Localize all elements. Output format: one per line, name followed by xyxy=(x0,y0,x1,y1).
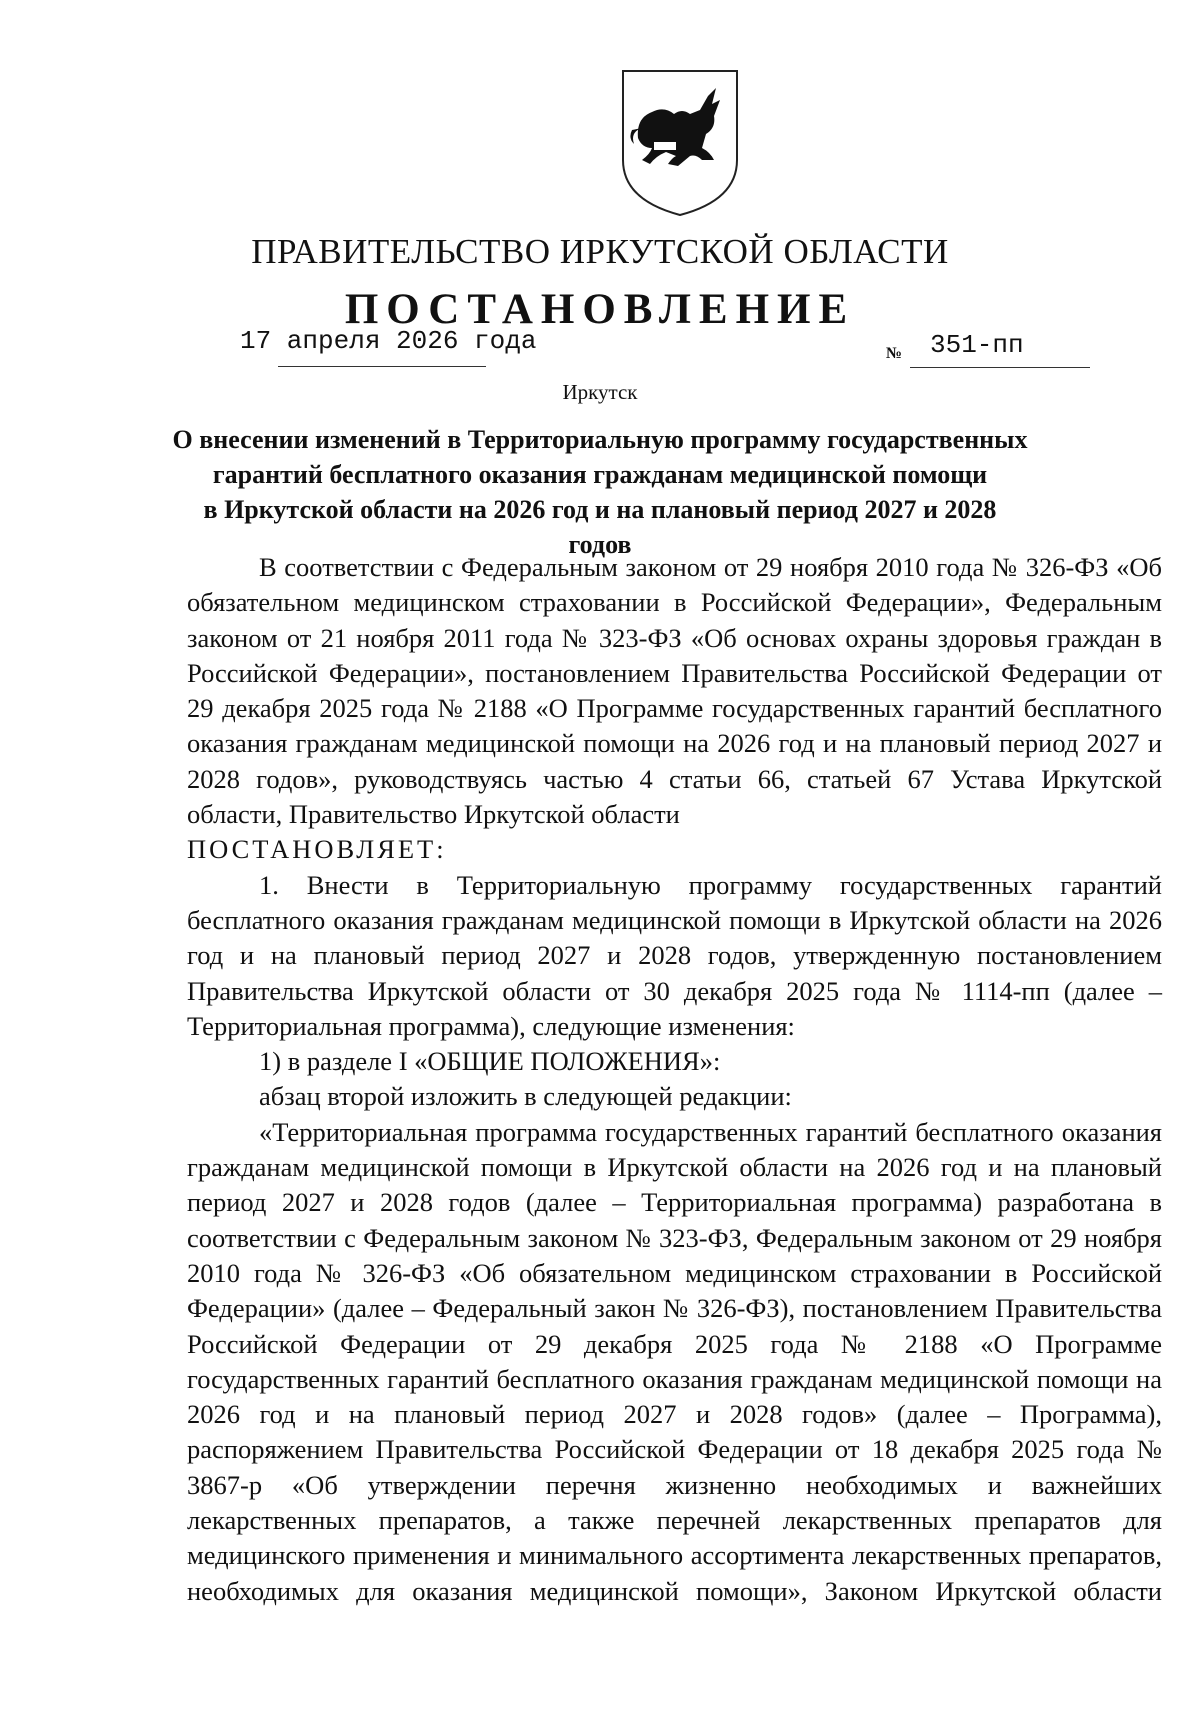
coat-of-arms-icon xyxy=(620,68,740,218)
decides-heading: ПОСТАНОВЛЯЕТ: xyxy=(187,834,447,865)
title-line: в Иркутской области на 2026 год и на плановый период 2027 и 2028 годов xyxy=(203,495,997,559)
item-1-paragraph: 1. Внести в Территориальную программу государственных гарантий бесплатного оказания гражданам медицинской помощи в Иркутской области на 2026 год и на плановый период 2027 и 2028 годов, утвержденную постановлением Правительства Иркутской области от 30 декабря 2025 года № 1114-пп (далее – Территориальная программа), следующие изменения: xyxy=(187,869,1162,1041)
document-type: ПОСТАНОВЛЕНИЕ xyxy=(344,286,856,333)
government-name: ПРАВИТЕЛЬСТВО ИРКУТСКОЙ ОБЛАСТИ xyxy=(251,232,949,271)
city: Иркутск xyxy=(562,380,638,404)
decree-title xyxy=(170,422,1030,562)
subitem-1-paragraph: 1) в разделе I «ОБЩИЕ ПОЛОЖЕНИЯ»: xyxy=(259,1046,721,1077)
decree-date: 17 апреля 2026 года xyxy=(240,326,537,356)
preamble-paragraph: В соответствии с Федеральным законом от 29 ноября 2010 года № 326-ФЗ «Об обязательном медицинском страховании в Российской Федерации», Федеральным законом от 21 ноября 2011 года № 323-ФЗ «Об основах охраны здоровья граждан в Российской Федерации», постановлением Правительства Российской Федерации от 29 декабря 2025 года № 2188 «О Программе государственных гарантий бесплатного оказания гражданам медицинской помощи на 2026 год и на плановый период 2027 и 2028 годов», руководствуясь частью 4 статьи 66, статьей 67 Устава Иркутской области, Правительство Иркутской области xyxy=(187,552,1162,830)
document-body xyxy=(187,550,1162,1609)
number-sign: № xyxy=(886,345,903,362)
title-line: О внесении изменений в Территориальную программу государственных xyxy=(172,425,1028,454)
date-underline xyxy=(278,366,486,367)
title-line: гарантий бесплатного оказания гражданам медицинской помощи xyxy=(212,460,988,489)
decree-number: 351-пп xyxy=(930,330,1024,360)
quoted-paragraph: «Территориальная программа государственных гарантий бесплатного оказания гражданам медицинской помощи в Иркутской области на 2026 год и на плановый период 2027 и 2028 годов (далее – Территориальная программа) разработана в соответствии с Федеральным законом № 323-ФЗ, Федеральным законом от 29 ноября 2010 года № 326-ФЗ «Об обязательном медицинском страховании в Российской Федерации» (далее – Федеральный закон № 326-ФЗ), постановлением Правительства Российской Федерации от 29 декабря 2025 года № 2188 «О Программе государственных гарантий бесплатного оказания гражданам медицинской помощи на 2026 год и на плановый период 2027 и 2028 годов» (далее – Программа), распоряжением Правительства Российской Федерации от 18 декабря 2025 года № 3867-р «Об утверждении перечня жизненно необходимых и важнейших лекарственных препаратов, а также перечней лекарственных препаратов для медицинского применения и минимального ассортимента лекарственных препаратов, необходимых для оказания медицинской помощи», Законом Иркутской области xyxy=(187,1116,1162,1606)
number-underline xyxy=(910,367,1090,368)
instruction-paragraph: абзац второй изложить в следующей редакции: xyxy=(259,1081,792,1112)
